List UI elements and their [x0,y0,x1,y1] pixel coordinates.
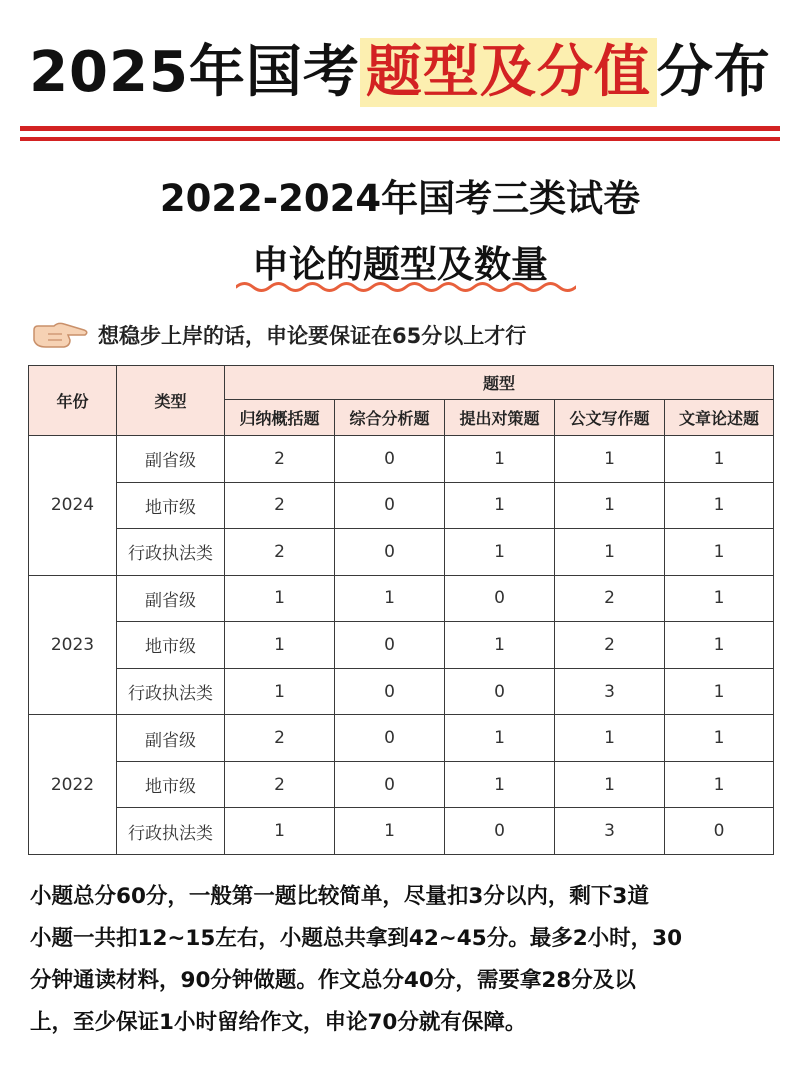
title-rule-thin [20,137,780,141]
title-pre: 2025年国考 [29,40,360,105]
type-cell: 地市级 [117,482,225,529]
pointing-hand-icon [32,320,90,350]
table-row [29,575,774,622]
table-row [29,668,774,715]
header-qtype: 归纳概括题 [225,400,335,436]
value-cell: 0 [335,668,445,715]
header-qtype: 提出对策题 [445,400,555,436]
value-cell: 0 [445,668,555,715]
title-rule-thick [20,126,780,131]
value-cell: 2 [225,436,335,483]
value-cell: 0 [335,715,445,762]
value-cell: 2 [555,575,665,622]
question-type-table [28,365,774,855]
value-cell: 1 [445,482,555,529]
value-cell: 1 [665,622,774,669]
value-cell: 2 [225,761,335,808]
value-cell: 3 [555,808,665,855]
header-qtype: 综合分析题 [335,400,445,436]
value-cell: 0 [335,482,445,529]
value-cell: 1 [225,622,335,669]
type-cell: 副省级 [117,436,225,483]
value-cell: 1 [555,761,665,808]
value-cell: 1 [665,575,774,622]
type-cell: 行政执法类 [117,808,225,855]
value-cell: 2 [225,529,335,576]
value-cell: 2 [555,622,665,669]
table-row [29,761,774,808]
value-cell: 1 [665,529,774,576]
type-cell: 地市级 [117,622,225,669]
year-cell: 2024 [29,436,117,576]
value-cell: 1 [445,622,555,669]
value-cell: 2 [225,715,335,762]
table-row [29,436,774,483]
value-cell: 0 [335,436,445,483]
value-cell: 1 [665,715,774,762]
title-highlight: 题型及分值 [360,38,657,107]
type-cell: 副省级 [117,575,225,622]
subtitle-line1: 2022-2024年国考三类试卷 [159,177,641,220]
value-cell: 0 [445,575,555,622]
title-post: 分布 [656,40,771,105]
type-cell: 地市级 [117,761,225,808]
type-cell: 行政执法类 [117,529,225,576]
value-cell: 1 [445,715,555,762]
year-cell: 2022 [29,715,117,855]
value-cell: 2 [225,482,335,529]
type-cell: 副省级 [117,715,225,762]
table-row [29,482,774,529]
value-cell: 1 [445,436,555,483]
value-cell: 1 [665,761,774,808]
value-cell: 3 [555,668,665,715]
value-cell: 0 [335,622,445,669]
value-cell: 0 [665,808,774,855]
value-cell: 0 [335,761,445,808]
value-cell: 1 [555,529,665,576]
header-type: 类型 [117,366,225,436]
value-cell: 1 [445,529,555,576]
value-cell: 1 [665,668,774,715]
table-row [29,622,774,669]
year-cell: 2023 [29,575,117,715]
tip-text: 想稳步上岸的话，申论要保证在65分以上才行 [98,324,527,348]
summary-line: 分钟通读材料，90分钟做题。作文总分40分，需要拿28分及以 [30,968,636,993]
table-row [29,529,774,576]
tip-line [32,318,526,352]
header-year: 年份 [29,366,117,436]
summary-line: 小题总分60分，一般第一题比较简单，尽量扣3分以内，剩下3道 [30,884,649,909]
value-cell: 1 [225,808,335,855]
value-cell: 1 [335,575,445,622]
table-row [29,808,774,855]
value-cell: 1 [665,482,774,529]
value-cell: 0 [335,529,445,576]
summary-line: 上，至少保证1小时留给作文，申论70分就有保障。 [30,1010,527,1035]
page-title [0,28,800,108]
summary-line: 小题一共扣12~15左右，小题总共拿到42~45分。最多2小时，30 [30,926,683,951]
value-cell: 1 [335,808,445,855]
value-cell: 1 [555,715,665,762]
subtitle-line2: 申论的题型及数量 [252,243,548,286]
value-cell: 0 [445,808,555,855]
value-cell: 1 [225,575,335,622]
wavy-underline-icon [236,280,576,294]
summary-paragraph [30,876,775,1044]
value-cell: 1 [555,482,665,529]
type-cell: 行政执法类 [117,668,225,715]
value-cell: 1 [665,436,774,483]
value-cell: 1 [225,668,335,715]
value-cell: 1 [445,761,555,808]
value-cell: 1 [555,436,665,483]
header-qtype: 文章论述题 [665,400,774,436]
header-question-types: 题型 [225,366,774,400]
table-row [29,715,774,762]
header-qtype: 公文写作题 [555,400,665,436]
